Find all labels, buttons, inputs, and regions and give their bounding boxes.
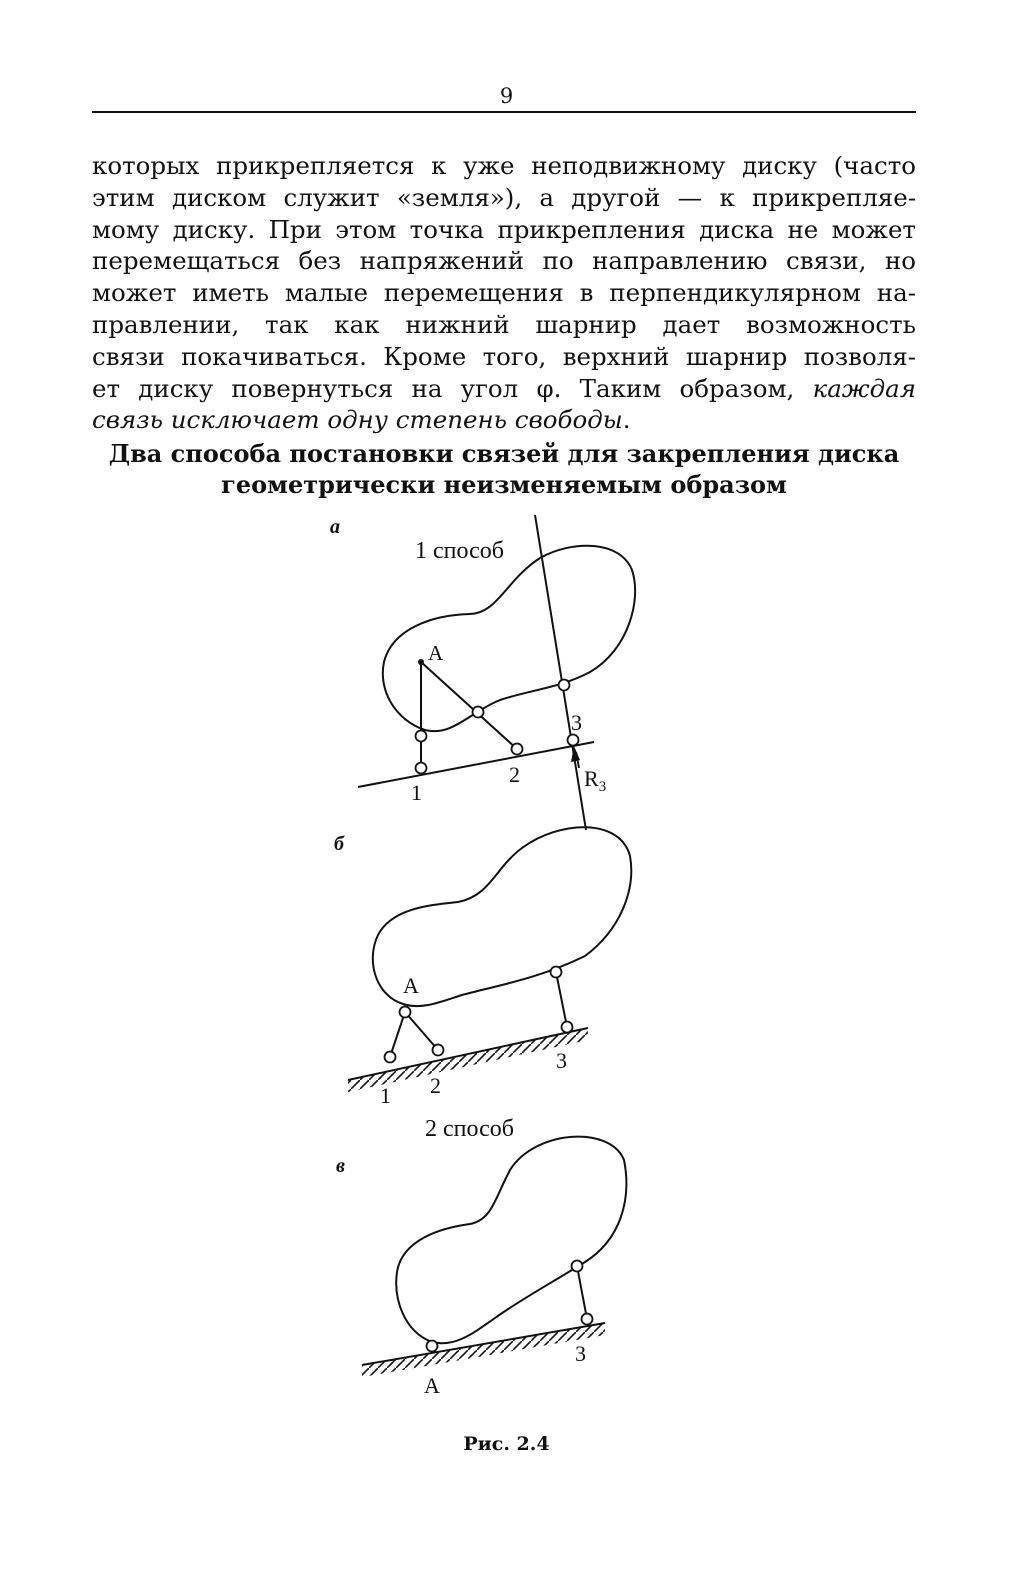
hinge-2-lower-a: [512, 744, 523, 755]
panel-c-letter: в: [336, 1155, 345, 1177]
hinge-3-lower-c: [582, 1314, 593, 1325]
hinge-2-b: [433, 1045, 444, 1056]
support-link-3-b: [556, 972, 567, 1027]
reaction-subscript: 3: [598, 779, 607, 795]
ground-hatch-c: [362, 1323, 605, 1377]
heading-line-1: Два способа постановки связей для закрепления диска: [108, 439, 900, 468]
ground-line-b: [348, 1028, 588, 1080]
hinge-3-lower-a: [568, 735, 579, 746]
support-1-label-b: 1: [380, 1083, 391, 1108]
point-a-label-c: A: [424, 1373, 440, 1398]
panel-b-letter: б: [334, 833, 344, 855]
ground-line-c: [362, 1323, 605, 1365]
point-a-label-a: A: [428, 641, 444, 665]
hinge-1-upper-a: [416, 731, 427, 742]
support-link-3-c: [577, 1266, 587, 1319]
hinge-1-lower-a: [416, 763, 427, 774]
panel-c: [336, 1116, 626, 1398]
support-2-label-a: 2: [509, 762, 520, 787]
paragraph-line: которых прикрепляется к уже неподвижному диску (часто: [92, 151, 916, 180]
paragraph-line: этим диском служит «земля»), а другой — к прикрепляе-: [92, 182, 916, 212]
hinge-3-upper-b: [551, 967, 562, 978]
hinge-1-b: [385, 1052, 396, 1063]
paragraph-line-end: .: [622, 405, 631, 435]
paragraph-line: правлении, так как нижний шарнир дает возможность: [92, 309, 916, 339]
point-a-dot: [418, 659, 424, 665]
hinge-3-upper-a: [559, 680, 570, 691]
hinge-2-upper-a: [473, 707, 484, 718]
method-1-label: 1 способ: [415, 538, 504, 564]
ground-line-a: [358, 742, 594, 787]
paragraph-line: связи покачиваться. Кроме того, верхний шарнир позволя-: [92, 341, 916, 371]
hinge-3-lower-b: [562, 1022, 573, 1033]
hinge-a-c: [427, 1341, 438, 1352]
support-1-label-a: 1: [411, 780, 422, 805]
page-number: 9: [499, 84, 514, 108]
method-2-label: 2 способ: [425, 1116, 514, 1142]
paragraph-italic-text: каждая: [812, 373, 917, 403]
disc-outline-c: [396, 1137, 626, 1344]
paragraph-line: может иметь малые перемещения в перпендикулярном на-: [92, 278, 916, 308]
support-3-label-a: 3: [571, 710, 582, 735]
paragraph-italic-text: связь исключает одну степень свободы: [92, 405, 623, 435]
reaction-label-r3: [584, 766, 606, 795]
point-a-label-b: A: [403, 973, 419, 998]
support-3-label-c: 3: [575, 1341, 586, 1366]
support-link-2-a: [421, 662, 517, 749]
heading-line-2: геометрически неизменяемым образом: [221, 470, 787, 499]
support-link-2-b: [405, 1012, 438, 1050]
hinge-a-b: [400, 1007, 411, 1018]
support-3-label-b: 3: [556, 1048, 567, 1073]
reaction-letter: R: [584, 766, 599, 791]
support-3-line-a: [535, 515, 586, 830]
panel-a: [330, 515, 635, 830]
figure-caption: Рис. 2.4: [463, 1433, 550, 1455]
support-link-1-b: [390, 1012, 405, 1057]
panel-a-letter: а: [330, 516, 340, 538]
hinge-3-upper-c: [572, 1261, 583, 1272]
support-2-label-b: 2: [430, 1073, 441, 1098]
panel-b: [334, 827, 631, 1108]
paragraph-line: перемещаться без напряжений по направлению связи, но: [92, 246, 916, 276]
paragraph-line: мому диску. При этом точка прикрепления диска не может: [92, 214, 916, 244]
paragraph-line-text: ет диску повернуться на угол φ. Таким образом,: [92, 373, 795, 403]
